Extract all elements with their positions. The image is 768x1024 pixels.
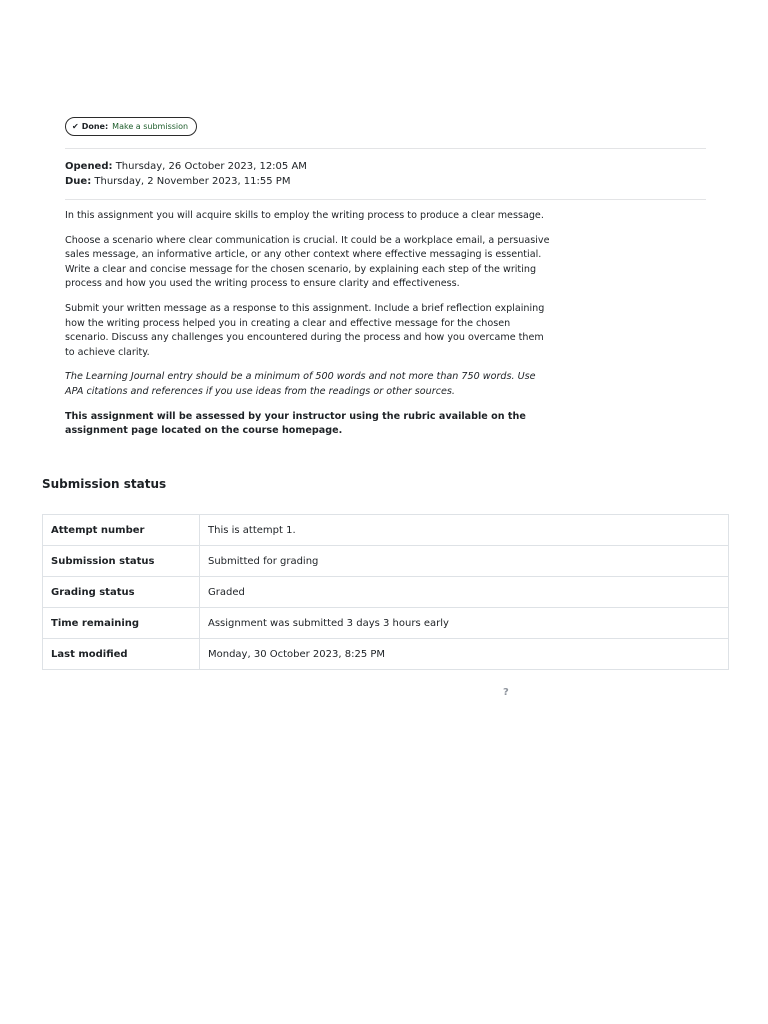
completion-value: Make a submission [112,122,189,131]
due-date [65,174,307,189]
row-value: This is attempt 1. [200,515,729,546]
intro-assessment-note: This assignment will be assessed by your instructor using the rubric available on the assignment page located on the course homepage. [65,410,526,437]
due-label: Due: [65,176,92,187]
intro-paragraph: In this assignment you will acquire skills to employ the writing process to produce a clear message. [65,210,544,221]
submission-status-table [42,514,729,670]
row-value: Submitted for grading [200,546,729,577]
row-label: Attempt number [43,515,200,546]
table-row [43,515,729,546]
completion-badge [65,117,197,136]
table-row [43,546,729,577]
opened-date [65,159,307,174]
row-value: Assignment was submitted 3 days 3 hours early [200,608,729,639]
opened-value: Thursday, 26 October 2023, 12:05 AM [115,161,307,172]
completion-label: Done: [81,122,109,131]
intro-paragraph: Choose a scenario where clear communication is crucial. It could be a workplace email, a persuasive sales message, an informative article, or any other context where effective messaging is essential. Write a clear and concise message for the chosen scenario, by explaining each step of the writing process and how you used the writing process to ensure clarity and effectiveness. [65,234,550,290]
row-label: Grading status [43,577,200,608]
intro-paragraph: Submit your written message as a response to this assignment. Include a brief reflection explaining how the writing process helped you in creating a clear and effective message for the chosen scenario. Discuss any challenges you encountered during the process and how you overcame them to achieve clarity. [65,302,545,358]
submission-status-heading: Submission status [42,477,167,491]
row-label: Last modified [43,639,200,670]
row-label: Submission status [43,546,200,577]
check-icon: ✔ [72,122,79,131]
table-row [43,608,729,639]
table-row [43,639,729,670]
divider-middle [65,199,706,200]
row-value: Monday, 30 October 2023, 8:25 PM [200,639,729,670]
help-icon[interactable]: ? [503,687,509,698]
divider-top [65,148,706,149]
due-value: Thursday, 2 November 2023, 11:55 PM [94,176,291,187]
opened-label: Opened: [65,161,113,172]
assignment-dates [65,159,307,189]
intro-note: The Learning Journal entry should be a minimum of 500 words and not more than 750 words. Use APA citations and references if you use ideas from the readings or other sources. [65,371,536,397]
table-row [43,577,729,608]
row-value: Graded [200,577,729,608]
assignment-intro [65,209,550,449]
row-label: Time remaining [43,608,200,639]
